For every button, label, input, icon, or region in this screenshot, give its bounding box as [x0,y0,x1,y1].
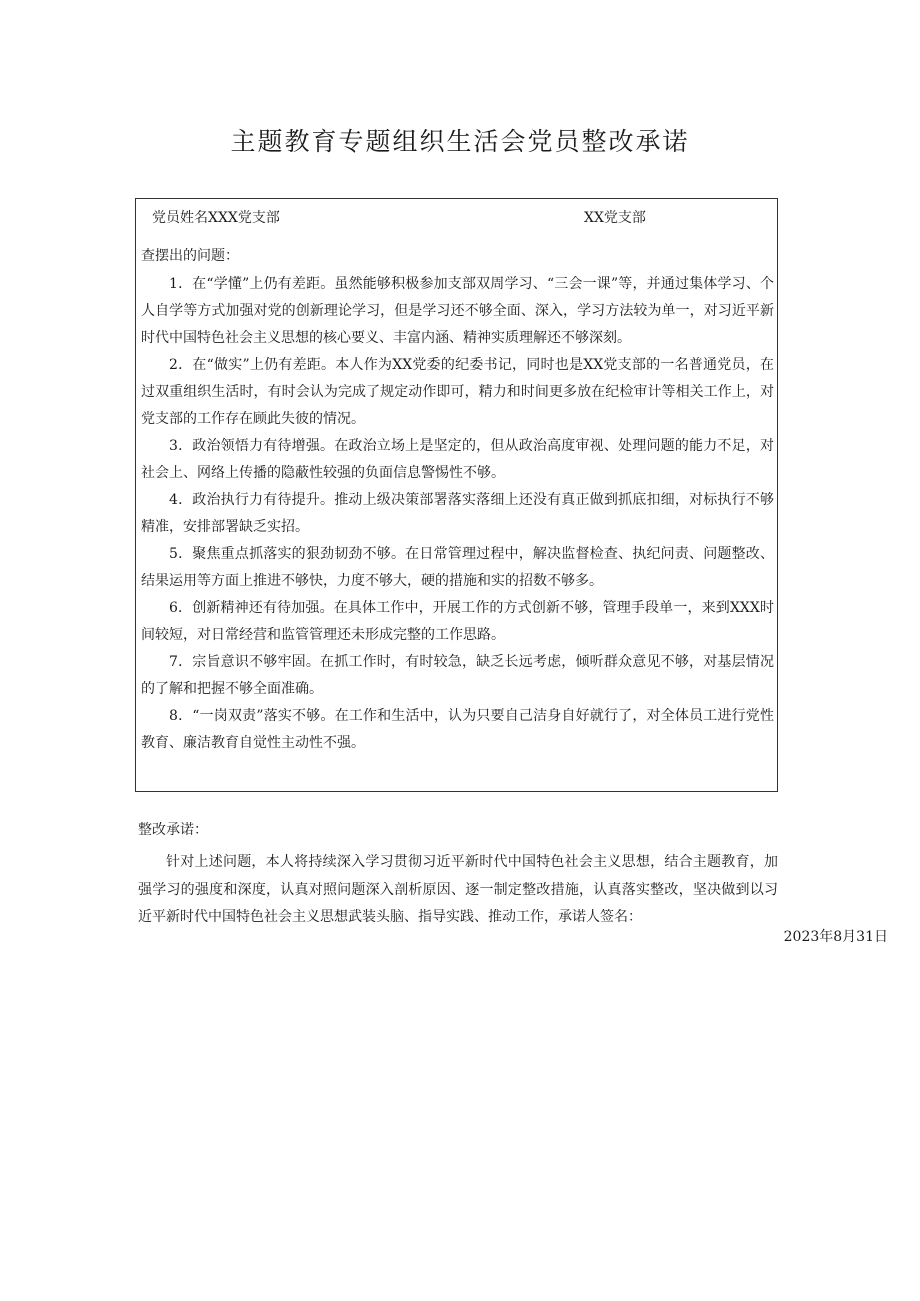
issue-item: 1．在“学懂”上仍有差距。虽然能够积极参加支部双周学习、“三会一课”等，并通过集体学习、个人自学等方式加强对党的创新理论学习，但是学习还不够全面、深入，学习方法较为单一，对习近平新时代中国特色社会主义思想的核心要义、丰富内涵、精神实质理解还不够深刻。 [141,276,774,346]
issues-label: 查摆出的问题： [141,248,239,264]
promise-section [138,815,778,932]
header-row [152,207,761,229]
issue-item: 7．宗旨意识不够牢固。在抓工作时，有时较急，缺乏长远考虑，倾听群众意见不够，对基层情况的了解和把握不够全面准确。 [141,654,774,697]
issues-list [141,271,774,757]
issue-item: 2．在“做实”上仍有差距。本人作为XX党委的纪委书记，同时也是XX党支部的一名普通党员，在过双重组织生活时，有时会认为完成了规定动作即可，精力和时间更多放在纪检审计等相关工作上，对党支部的工作存在顾此失彼的情况。 [141,357,774,427]
issues-table [135,198,778,792]
issue-item: 6．创新精神还有待加强。在具体工作中，开展工作的方式创新不够，管理手段单一，来到XXX时间较短，对日常经营和监管管理还未形成完整的工作思路。 [141,600,774,643]
page-title: 主题教育专题组织生活会党员整改承诺 [230,127,690,156]
promise-body: 针对上述问题，本人将持续深入学习贯彻习近平新时代中国特色社会主义思想，结合主题教育，加强学习的强度和深度，认真对照问题深入剖析原因、逐一制定整改措施，认真落实整改，坚决做到以习近平新时代中国特色社会主义思想武装头脑、指导实践、推动工作，承诺人签名： [138,854,778,925]
issue-item: 5．聚焦重点抓落实的狠劲韧劲不够。在日常管理过程中，解决监督检查、执纪问责、问题整改、结果运用等方面上推进不够快，力度不够大，硬的措施和实的招数不够多。 [141,546,774,589]
promise-label: 整改承诺： [138,822,208,838]
issue-item: 4．政治执行力有待提升。推动上级决策部署落实落细上还没有真正做到抓底扣细，对标执行不够精准，安排部署缺乏实招。 [141,492,774,535]
signature-date: 2023年8月31日 [783,929,888,945]
party-branch: XX党支部 [584,210,646,226]
issue-item: 8．“一岗双责”落实不够。在工作和生活中，认为只要自己洁身自好就行了，对全体员工进行党性教育、廉洁教育自觉性主动性不强。 [141,708,774,751]
issue-item: 3．政治领悟力有待增强。在政治立场上是坚定的，但从政治高度审视、处理问题的能力不足，对社会上、网络上传播的隐蔽性较强的负面信息警惕性不够。 [141,438,774,481]
member-name-branch: 党员姓名XXX党支部 [152,210,280,226]
